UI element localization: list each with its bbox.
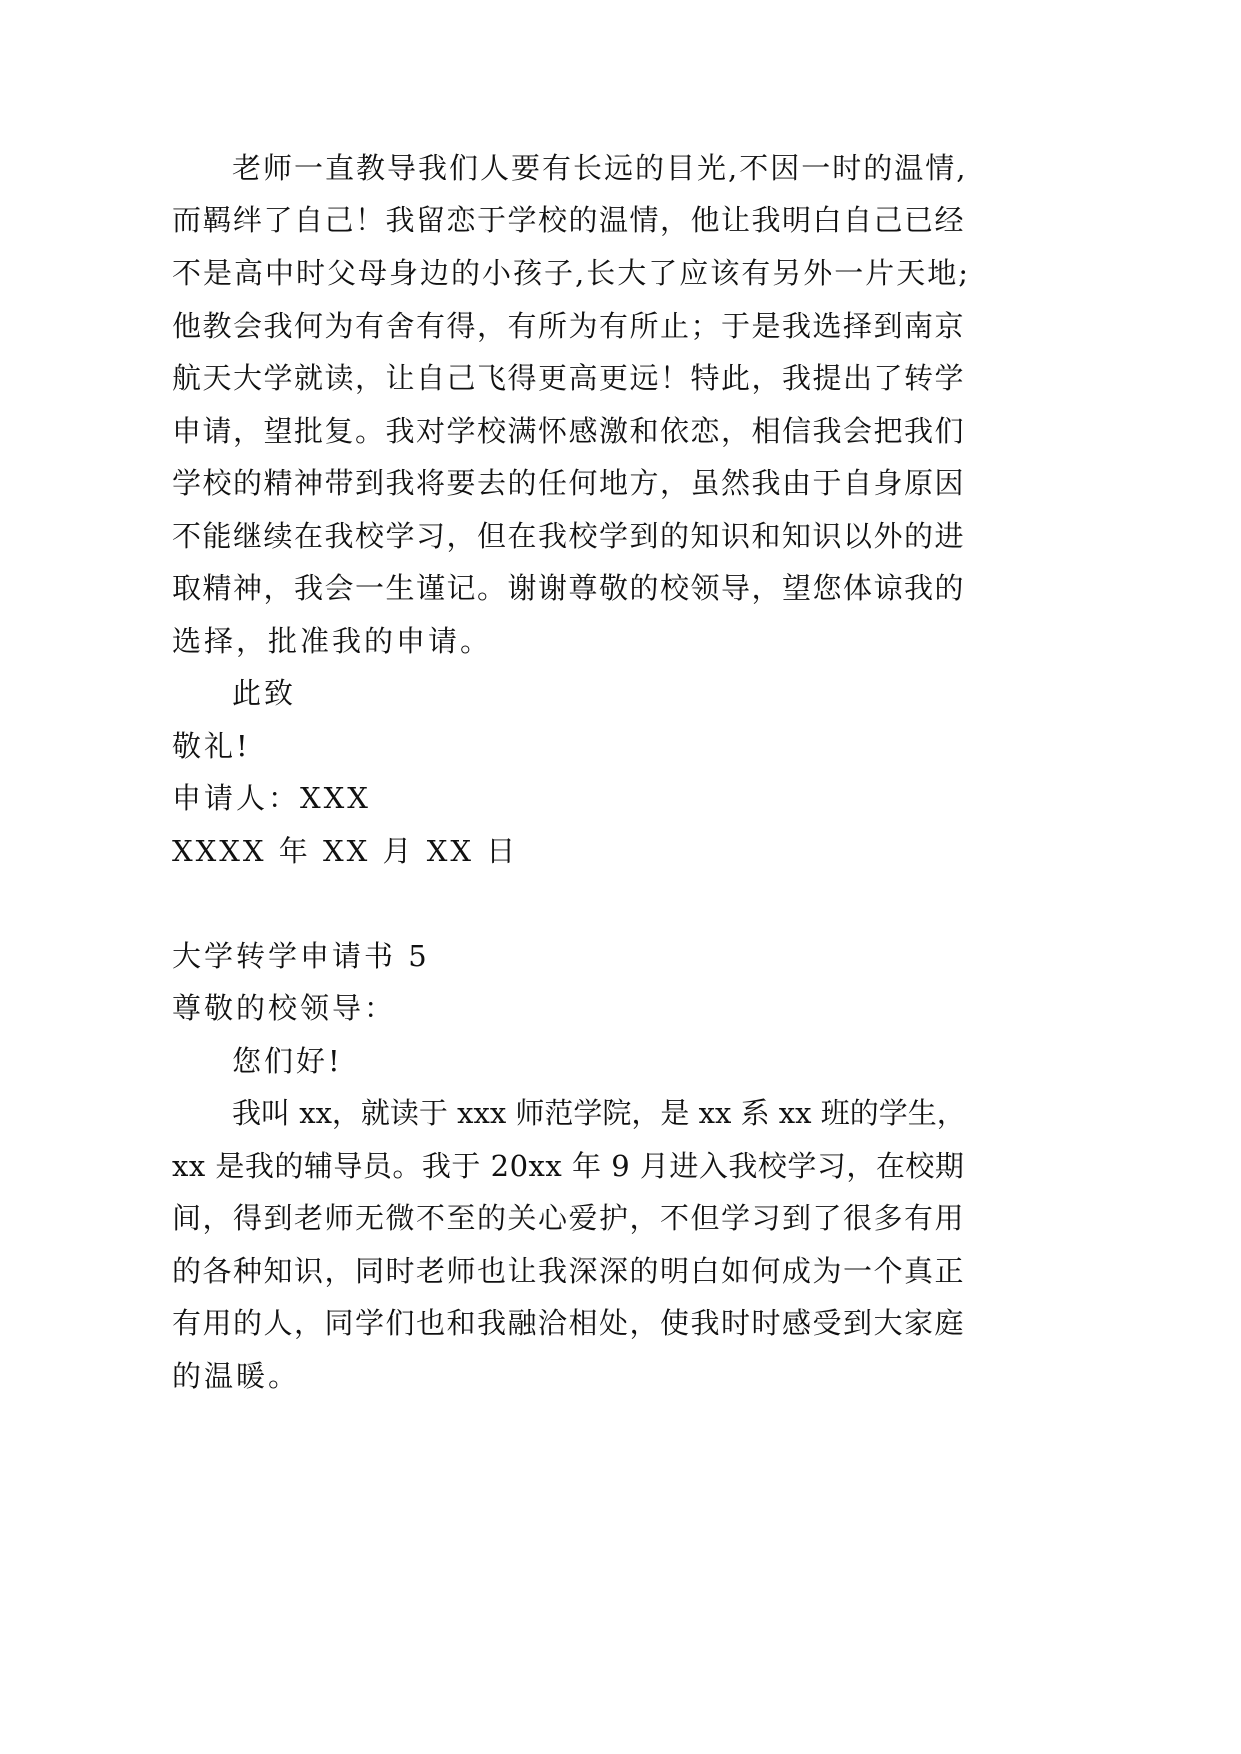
paragraph-2-line-4: 的各种知识，同时老师也让我深深的明白如何成为一个真正 [172,1254,966,1288]
paragraph-1-line-8: 不能继续在我校学习，但在我校学到的知识和知识以外的进 [172,519,966,553]
paragraph-2-line-2: xx 是我的辅导员。我于 20xx 年 9 月进入我校学习，在校期 [172,1149,965,1183]
paragraph-2-line-6: 的温暖。 [172,1359,301,1393]
paragraph-2-line-1: 我叫 xx，就读于 xxx 师范学院，是 xx 系 xx 班的学生， [232,1096,966,1130]
paragraph-1-line-1: 老师一直教导我们人要有长远的目光,不因一时的温情, [232,151,968,185]
paragraph-1-line-6: 申请，望批复。我对学校满怀感激和依恋，相信我会把我们 [172,414,966,448]
date-line: XXXX 年 XX 月 XX 日 [172,834,519,868]
paragraph-2-line-5: 有用的人，同学们也和我融洽相处，使我时时感受到大家庭 [172,1306,966,1340]
paragraph-1-line-4: 他教会我何为有舍有得，有所为有所止；于是我选择到南京 [172,309,966,343]
applicant-signature: 申请人：XXX [172,781,371,815]
section-title: 大学转学申请书 5 [172,939,430,973]
addressee-line: 尊敬的校领导： [172,991,397,1025]
salute-text: 敬礼! [172,729,251,763]
greeting-line: 您们好! [232,1044,343,1078]
paragraph-1-line-5: 航天大学就读，让自己飞得更高更远！特此，我提出了转学 [172,361,966,395]
paragraph-1-line-3: 不是高中时父母身边的小孩子,长大了应该有另外一片天地; [172,256,970,290]
paragraph-2-line-3: 间，得到老师无微不至的关心爱护，不但学习到了很多有用 [172,1201,966,1235]
paragraph-1-line-9: 取精神，我会一生谨记。谢谢尊敬的校领导，望您体谅我的 [172,571,966,605]
paragraph-1-line-7: 学校的精神带到我将要去的任何地方，虽然我由于自身原因 [172,466,966,500]
closing-text: 此致 [232,676,297,710]
paragraph-1-line-10: 选择，批准我的申请。 [172,624,493,658]
paragraph-1-line-2: 而羁绊了自己！我留恋于学校的温情，他让我明白自己已经 [172,203,966,237]
